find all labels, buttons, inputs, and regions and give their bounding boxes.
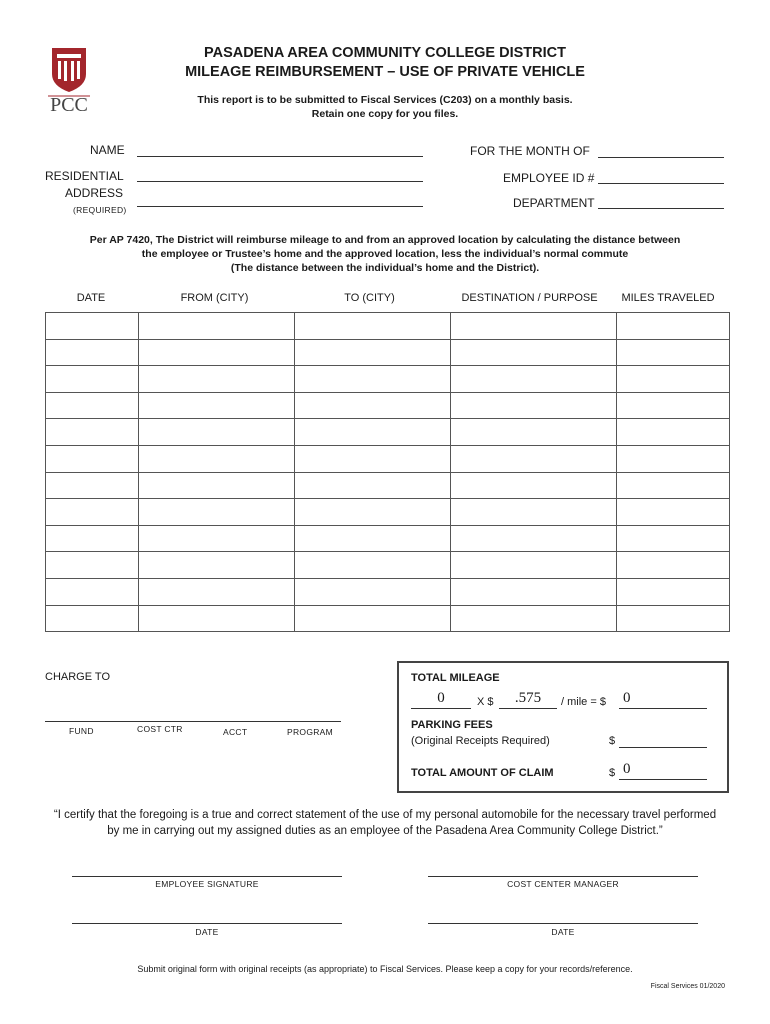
month-label: FOR THE MONTH OF <box>470 144 590 158</box>
charge-to-field[interactable] <box>45 721 341 722</box>
cell-from[interactable] <box>139 419 295 446</box>
table-row <box>46 499 730 526</box>
total-claim-value: 0 <box>623 761 631 777</box>
instruction-line2: Retain one copy for you files. <box>311 108 459 120</box>
month-field[interactable] <box>598 157 724 158</box>
cell-miles[interactable] <box>617 313 730 340</box>
cell-date[interactable] <box>46 578 139 605</box>
employee-date-label: DATE <box>195 927 219 937</box>
footer-note: Submit original form with original receipts (as appropriate) to Fiscal Services. Please keep a copy for your records/reference. <box>137 964 633 974</box>
department-label: DEPARTMENT <box>513 196 595 210</box>
cell-miles[interactable] <box>617 419 730 446</box>
cell-to[interactable] <box>295 525 451 552</box>
cell-to[interactable] <box>295 578 451 605</box>
cost-ctr-label: COST CTR <box>137 724 183 734</box>
cell-date[interactable] <box>46 605 139 632</box>
cell-miles[interactable] <box>617 499 730 526</box>
cell-to[interactable] <box>295 605 451 632</box>
cell-to[interactable] <box>295 499 451 526</box>
col-header-date: DATE <box>76 292 106 304</box>
cell-to[interactable] <box>295 419 451 446</box>
cell-miles[interactable] <box>617 339 730 366</box>
instruction-line1: This report is to be submitted to Fiscal Services (C203) on a monthly basis. <box>197 94 573 106</box>
col-header-to: TO (CITY) <box>344 292 395 304</box>
cell-date[interactable] <box>46 525 139 552</box>
name-field[interactable] <box>137 156 423 157</box>
employee-id-field[interactable] <box>598 183 724 184</box>
parking-fees-field[interactable] <box>619 747 707 748</box>
table-row <box>46 525 730 552</box>
rate-value: .575 <box>514 690 542 706</box>
per-mile-label: / mile = $ <box>561 696 606 708</box>
col-header-from: FROM (CITY) <box>180 292 249 304</box>
table-row <box>46 605 730 632</box>
cell-date[interactable] <box>46 392 139 419</box>
certification-line1: “I certify that the foregoing is a true and correct statement of the use of my personal automobile for the necessary travel performed <box>53 809 717 821</box>
cell-from[interactable] <box>139 313 295 340</box>
cell-to[interactable] <box>295 445 451 472</box>
cell-from[interactable] <box>139 472 295 499</box>
cell-destination[interactable] <box>451 552 617 579</box>
parking-dollar: $ <box>609 735 616 747</box>
department-field[interactable] <box>598 208 724 209</box>
total-mileage-field[interactable] <box>411 708 471 709</box>
cell-miles[interactable] <box>617 366 730 393</box>
manager-date-label: DATE <box>551 927 575 937</box>
cell-date[interactable] <box>46 552 139 579</box>
cell-date[interactable] <box>46 339 139 366</box>
cell-from[interactable] <box>139 552 295 579</box>
table-row <box>46 445 730 472</box>
residential-label: RESIDENTIAL <box>45 169 124 183</box>
cell-to[interactable] <box>295 472 451 499</box>
cell-destination[interactable] <box>451 499 617 526</box>
address-field-line2[interactable] <box>137 206 423 207</box>
cell-miles[interactable] <box>617 392 730 419</box>
cell-destination[interactable] <box>451 472 617 499</box>
employee-id-label: EMPLOYEE ID # <box>503 171 595 185</box>
parking-fees-label: PARKING FEES <box>411 719 493 731</box>
cell-destination[interactable] <box>451 313 617 340</box>
totals-box <box>397 661 729 793</box>
acct-label: ACCT <box>223 727 248 737</box>
col-header-miles: MILES TRAVELED <box>621 292 715 304</box>
cell-destination[interactable] <box>451 525 617 552</box>
cell-miles[interactable] <box>617 552 730 579</box>
cell-miles[interactable] <box>617 472 730 499</box>
cell-from[interactable] <box>139 445 295 472</box>
total-mileage-value: 0 <box>437 690 445 706</box>
mileage-amount-field[interactable] <box>619 708 707 709</box>
table-row <box>46 366 730 393</box>
required-label: (REQUIRED) <box>73 205 127 215</box>
cell-from[interactable] <box>139 578 295 605</box>
claim-dollar: $ <box>609 767 616 779</box>
policy-line3: (The distance between the individual’s home and the District). <box>230 262 540 274</box>
manager-signature-field[interactable] <box>428 876 698 877</box>
cell-date[interactable] <box>46 499 139 526</box>
cell-from[interactable] <box>139 605 295 632</box>
cell-miles[interactable] <box>617 578 730 605</box>
address-label: ADDRESS <box>65 186 124 200</box>
cell-date[interactable] <box>46 419 139 446</box>
cell-destination[interactable] <box>451 605 617 632</box>
cell-miles[interactable] <box>617 525 730 552</box>
cell-from[interactable] <box>139 339 295 366</box>
table-row <box>46 552 730 579</box>
program-label: PROGRAM <box>287 727 334 737</box>
cell-miles[interactable] <box>617 605 730 632</box>
cell-destination[interactable] <box>451 419 617 446</box>
address-field-line1[interactable] <box>137 181 423 182</box>
cell-destination[interactable] <box>451 339 617 366</box>
table-row <box>46 313 730 340</box>
form-title-line2: MILEAGE REIMBURSEMENT – USE OF PRIVATE VEHICLE <box>185 64 585 80</box>
cell-from[interactable] <box>139 525 295 552</box>
rate-field[interactable] <box>499 708 557 709</box>
employee-signature-field[interactable] <box>72 876 342 877</box>
cell-miles[interactable] <box>617 445 730 472</box>
table-row <box>46 472 730 499</box>
cell-date[interactable] <box>46 313 139 340</box>
fund-label: FUND <box>69 726 94 736</box>
cell-to[interactable] <box>295 392 451 419</box>
cell-to[interactable] <box>295 552 451 579</box>
cell-date[interactable] <box>46 445 139 472</box>
cost-center-manager-label: COST CENTER MANAGER <box>507 879 619 889</box>
policy-line2: the employee or Trustee’s home and the approved location, less the individual’s normal commute <box>141 248 629 260</box>
employee-date-field[interactable] <box>72 923 342 924</box>
col-header-destination: DESTINATION / PURPOSE <box>461 292 598 304</box>
pcc-logo <box>40 44 98 120</box>
cell-from[interactable] <box>139 392 295 419</box>
cell-date[interactable] <box>46 366 139 393</box>
logo-text: PCC <box>50 94 88 116</box>
cell-destination[interactable] <box>451 392 617 419</box>
cell-to[interactable] <box>295 313 451 340</box>
manager-date-field[interactable] <box>428 923 698 924</box>
cell-from[interactable] <box>139 366 295 393</box>
cell-destination[interactable] <box>451 445 617 472</box>
cell-destination[interactable] <box>451 578 617 605</box>
employee-signature-label: EMPLOYEE SIGNATURE <box>155 879 259 889</box>
parking-note: (Original Receipts Required) <box>411 735 550 747</box>
total-claim-field[interactable] <box>619 779 707 780</box>
certification-line2: by me in carrying out my assigned duties as an employee of the Pasadena Area Community College District.” <box>107 825 663 837</box>
total-mileage-label: TOTAL MILEAGE <box>411 672 500 684</box>
table-row <box>46 419 730 446</box>
times-dollar-label: X $ <box>477 696 494 708</box>
cell-from[interactable] <box>139 499 295 526</box>
mileage-table <box>45 312 730 632</box>
table-row <box>46 392 730 419</box>
table-row <box>46 578 730 605</box>
cell-to[interactable] <box>295 339 451 366</box>
total-claim-label: TOTAL AMOUNT OF CLAIM <box>411 767 554 779</box>
charge-to-label: CHARGE TO <box>45 671 110 683</box>
cell-to[interactable] <box>295 366 451 393</box>
cell-destination[interactable] <box>451 366 617 393</box>
table-row <box>46 339 730 366</box>
cell-date[interactable] <box>46 472 139 499</box>
form-title-line1: PASADENA AREA COMMUNITY COLLEGE DISTRICT <box>204 45 566 61</box>
revision-label: Fiscal Services 01/2020 <box>650 983 725 990</box>
policy-line1: Per AP 7420, The District will reimburse mileage to and from an approved location by calculating the distance between <box>89 234 681 246</box>
mileage-amount-value: 0 <box>623 690 631 706</box>
name-label: NAME <box>90 143 125 157</box>
